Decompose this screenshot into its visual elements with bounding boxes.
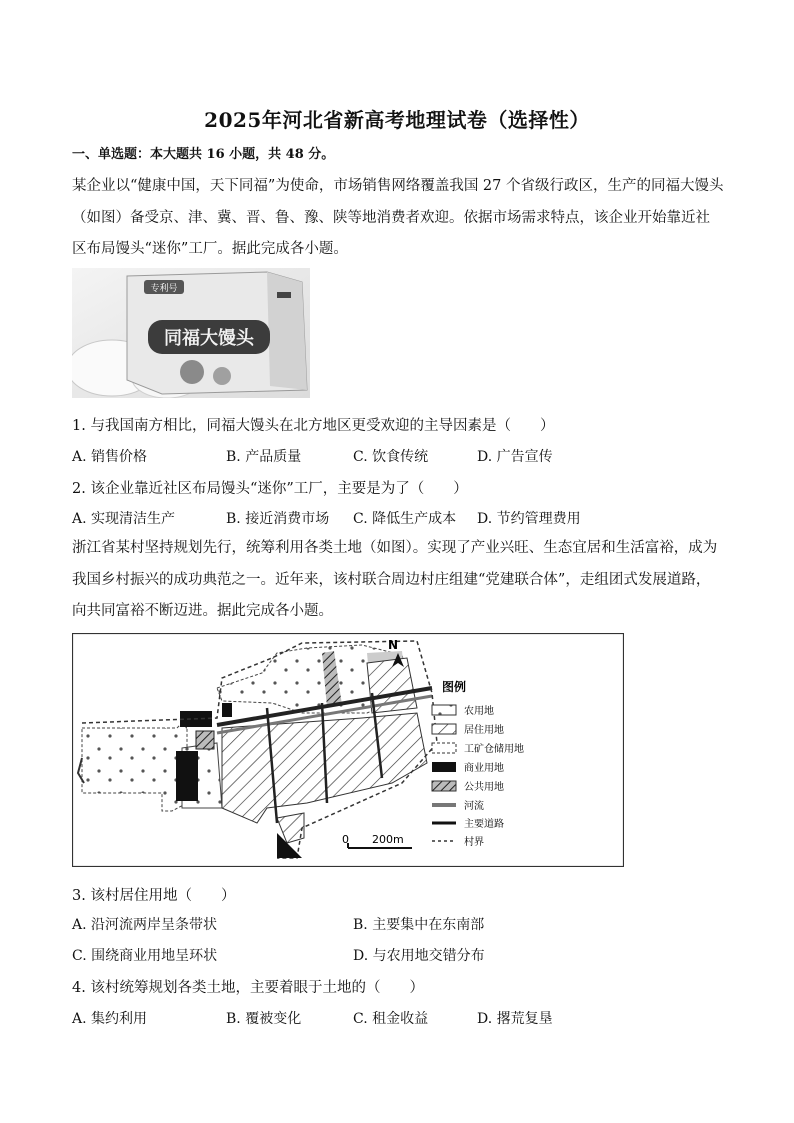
question-3-stem: 3. 该村居住用地（ ） <box>72 888 236 904</box>
q1-option-c[interactable]: C. 饮食传统 <box>353 449 429 465</box>
legend-farmland: 农用地 <box>464 706 494 717</box>
legend-road: 主要道路 <box>464 819 504 830</box>
q2-option-c[interactable]: C. 降低生产成本 <box>353 511 457 527</box>
passage-2: 浙江省某村坚持规划先行，统筹利用各类土地（如图）。实现了产业兴旺、生态宜居和生活富裕，成为我国乡村振兴的成功典范之一。近年来，该村联合周边村庄组建“党建联合体”，走组团式发展道路，向共同富裕不断迈进。据此完成各小题。 <box>72 540 718 619</box>
q2-option-d[interactable]: D. 节约管理费用 <box>477 511 581 527</box>
legend-title: 图例 <box>442 680 467 694</box>
q3-option-b[interactable]: B. 主要集中在东南部 <box>353 917 485 933</box>
q4-option-d[interactable]: D. 撂荒复垦 <box>477 1011 553 1027</box>
q3-option-d[interactable]: D. 与农用地交错分布 <box>353 948 485 964</box>
legend-commercial: 商业用地 <box>464 763 504 774</box>
q2-option-b[interactable]: B. 接近消费市场 <box>226 511 330 527</box>
q1-option-b[interactable]: B. 产品质量 <box>226 449 302 465</box>
question-2-stem: 2. 该企业靠近社区布局馒头“迷你”工厂，主要是为了（ ） <box>72 481 468 497</box>
brand-tag: 专利号 <box>150 284 178 294</box>
section-heading: 一、单选题：本大题共 16 小题，共 48 分。 <box>72 147 335 162</box>
passage-1: 某企业以“健康中国，天下同福”为使命，市场销售网络覆盖我国 27 个省级行政区，生产的同福大馒头（如图）备受京、津、冀、晋、鲁、豫、陕等地消费者欢迎。依据市场需求特点，该企业开始靠近社区布局馒头“迷你”工厂。据此完成各小题。 <box>72 178 724 257</box>
scale-zero: 0 <box>342 833 349 846</box>
legend-swatch-farmland <box>432 705 456 715</box>
q4-option-b[interactable]: B. 覆被变化 <box>226 1011 302 1027</box>
legend-industrial: 工矿仓储用地 <box>464 744 524 755</box>
legend-boundary: 村界 <box>464 837 484 848</box>
legend-residential: 居住用地 <box>464 725 504 736</box>
mantou-product-photo <box>72 268 310 398</box>
legend-swatch-residential <box>432 724 456 734</box>
q4-option-a[interactable]: A. 集约利用 <box>72 1011 148 1027</box>
legend-swatch-commercial <box>432 762 456 772</box>
legend-swatch-industrial <box>432 743 456 753</box>
legend-river: 河流 <box>464 801 484 812</box>
q1-option-d[interactable]: D. 广告宣传 <box>477 449 553 465</box>
legend-public: 公共用地 <box>464 782 504 793</box>
village-land-use-map <box>72 633 624 867</box>
page-title: 2025年河北省新高考地理试卷（选择性） <box>204 108 590 132</box>
north-label: N <box>388 638 399 652</box>
legend-swatch-public <box>432 781 456 791</box>
question-4-stem: 4. 该村统筹规划各类土地，主要着眼于土地的（ ） <box>72 980 424 996</box>
q3-option-c[interactable]: C. 围绕商业用地呈环状 <box>72 948 218 964</box>
q4-option-c[interactable]: C. 租金收益 <box>353 1011 429 1027</box>
q1-option-a[interactable]: A. 销售价格 <box>72 449 148 465</box>
box-label: 同福大馒头 <box>164 328 254 349</box>
scale-label: 200m <box>372 833 404 846</box>
q3-option-a[interactable]: A. 沿河流两岸呈条带状 <box>72 917 218 933</box>
q2-option-a[interactable]: A. 实现清洁生产 <box>72 511 176 527</box>
question-1-stem: 1. 与我国南方相比，同福大馒头在北方地区更受欢迎的主导因素是（ ） <box>72 418 555 434</box>
